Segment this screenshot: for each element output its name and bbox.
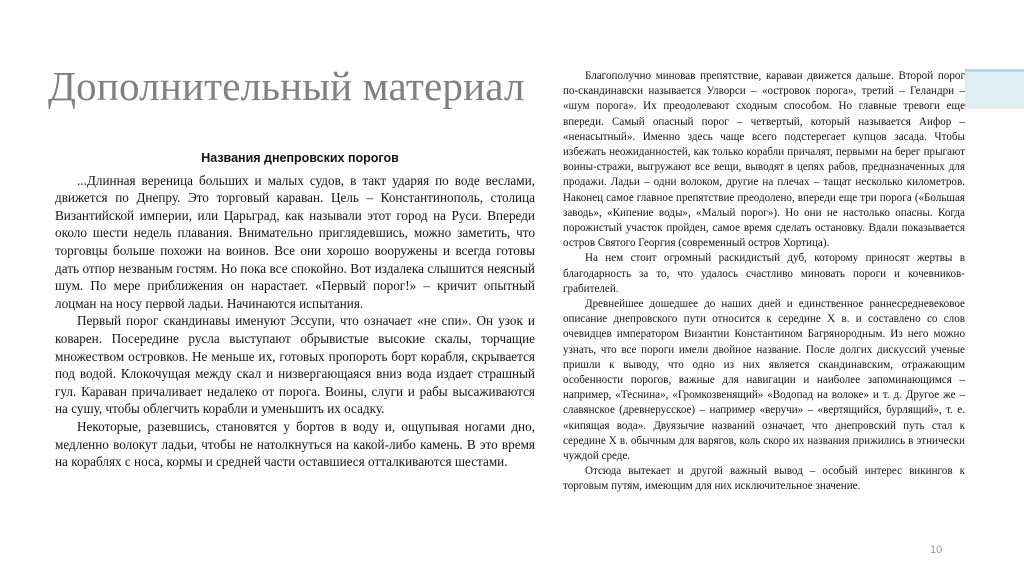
right-column [563, 69, 965, 495]
left-paragraph-1: ...Длинная вереница больших и малых судов, в такт ударяя по воде веслами, движется по Днепру. Это торговый караван. Цель – Константинополь, столица Византийской империи, или Царьград, как называли этот город на Руси. Впереди около шести недель плавания. Внимательно приглядевшись, можно заметить, что торговцы больше похожи на воинов. Все они хорошо вооружены и всегда готовы дать отпор незваным гостям. Но пока все спокойно. Вот издалека слышится неясный шум. По мере приближения он нарастает. «Первый порог!» – кричит опытный лоцман на носу первой ладьи. Начинаются испытания. [55, 172, 535, 311]
article-subtitle: Названия днепровских порогов [201, 151, 399, 165]
accent-bar [965, 69, 1024, 109]
left-column [55, 150, 535, 471]
accent-rule [965, 69, 1024, 72]
left-paragraph-3: Некоторые, разевшись, становятся у бортов в воду и, ощупывая ногами дно, медленно волокут ладьи, чтобы не натолкнуться на какой-либо камень. В это время на кораблях с носа, кормы и средней части оставшиеся отталкиваются шестами. [55, 418, 535, 470]
page-number: 10 [930, 544, 943, 556]
right-paragraph-1: Благополучно миновав препятствие, караван движется дальше. Второй порог по-скандинавски называется Улворси – «островок порога», третий – Геландри – «шум порога». Их преодолевают сходным способом. Но главные тревоги еще впереди. Самый опасный порог – четвертый, который называется Аифор – «ненасытный». Именно здесь чаще всего подстерегает купцов засада. Чтобы избежать неожиданностей, как только корабли причалят, первыми на берег прыгают воины-стражи, выгружают все вещи, выводят в цепях рабов, предназначенных для продажи. Ладьи – одни волоком, другие на плечах – тащат несколько километров. Наконец самое главное препятствие преодолено, впереди еще три порога («Большая заводь», «Кипение воды», «Малый порог»). Но они не настолько опасны. Когда порожистый участок пройден, самое время сделать остановку. Вдали показывается остров Святого Георгия (современный остров Хортица). [563, 70, 965, 250]
slide-title: Дополнительный материал [48, 63, 525, 109]
left-paragraph-2: Первый порог скандинавы именуют Эссупи, что означает «не спи». Он узок и коварен. Посередине русла выступают обрывистые высокие скалы, торчащие множеством островков. Не меньше их, готовых пропороть борт корабля, скрывается под водой. Клокочущая между скал и низвергающаяся вниз вода издает страшный гул. Караван причаливает недалеко от порога. Воины, слуги и рабы высаживаются на сушу, чтобы облегчить корабли и уменьшить их осадку. [55, 313, 535, 417]
right-paragraph-2: На нем стоит огромный раскидистый дуб, которому приносят жертвы в благодарность за то, что удалось счастливо миновать пороги и кочевников-грабителей. [563, 252, 965, 295]
right-paragraph-3: Древнейшее дошедшее до наших дней и единственное раннесредневековое описание днепровского пути относится к середине X в. и составлено со слов очевидцев императором Византии Константином Багрянородным. Из него можно узнать, что все пороги имели двойное название. После долгих дискуссий ученые пришли к выводу, что одно из них является скандинавским, отражающим особенности порогов, важные для навигации и наиболее запоминающимся – например, «Теснина», «Громкозвенящий» «Водопад на волоке» и т. д. Другое же – славянское (древнерусское) – например «веручи» – «вертящийся, бурлящий», т. е. «кипящая вода». Двуязычие названий означает, что днепровский путь стал к середине X в. обычным для варягов, коль скоро их названия прижились в этнически чуждой среде. [563, 298, 965, 463]
right-paragraph-4: Отсюда вытекает и другой важный вывод – особый интерес викингов к торговым путям, имеющим для них исключительное значение. [563, 465, 965, 493]
